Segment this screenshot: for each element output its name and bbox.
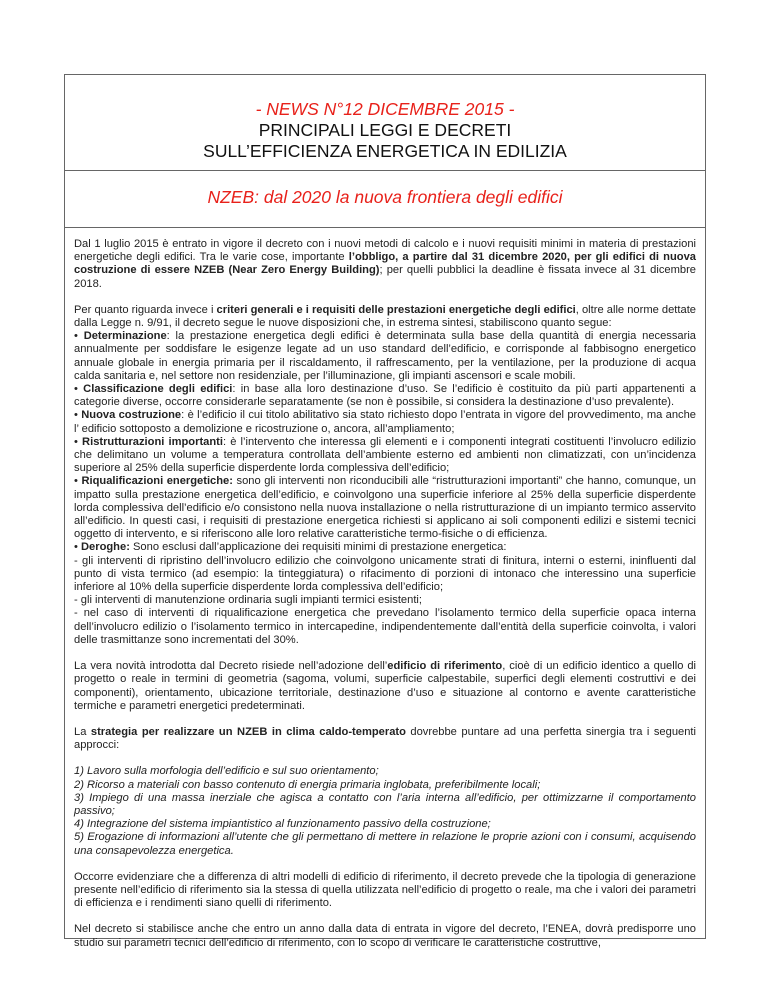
subheading-box: [65, 171, 705, 228]
p2-bold: criteri generali e i requisiti delle prestazioni energetiche degli edifici: [216, 303, 576, 316]
p1-text-c: ; per quelli pubblici la deadline è fissata invece al 31 dicembre 2018.: [74, 264, 696, 290]
item-classificazione: • Classificazione degli edifici: in base alla loro destinazione d’uso. Se l’edificio è costituito da più parti appartenenti a categorie diverse, occorre considerarle separatamente (se non è possibile, si considera la destinazione d’uso prevalente).: [74, 383, 696, 409]
header-box: [65, 75, 705, 171]
det-bold: Determinazione: [83, 330, 167, 343]
p1-text-a: Dal 1 luglio 2015 è entrato in vigore il decreto con i nuovi metodi di calcolo e i nuovi requisiti minimi in materia di prestazioni energetiche degli edifici. Tra le varie cose, importante: [74, 238, 696, 264]
p3-bold: edificio di riferimento: [387, 660, 503, 673]
deroga-2: - gli interventi di manutenzione ordinaria sugli impianti termici esistenti;: [74, 594, 422, 607]
list-item: 1) Lavoro sulla morfologia dell’edificio e sul suo orientamento;: [74, 765, 379, 778]
document-frame: [64, 74, 706, 949]
news-issue: - NEWS N°12 DICEMBRE 2015 -: [255, 99, 515, 119]
p2-text-c: , oltre alle norme dettate dalla Legge n. 9/91, il decreto segue le nuove disposizioni che, in estrema sintesi, stabiliscono quanto segue:: [74, 303, 696, 330]
riq-bold: Riqualificazioni energetiche:: [81, 475, 233, 488]
paragraph-riferimento: [74, 660, 696, 713]
p3-text-c: , cioè di un edificio identico a quello di progetto o reale in termini di geometria (sagoma, volumi, superficie calpestabile, superfici degli elementi costruttivi e dei componenti), orientamento, ubicazione territoriale, destinazione d’uso e situazione al contorno e avente caratteristiche termiche e parametri energetici predeterminati.: [74, 660, 697, 712]
riq-text: sono gli interventi non riconducibili alle “ristrutturazioni importanti” che hanno, comunque, un impatto sulla prestazione energetica dell’edificio, e coinvolgono una superficie inferiore al 25% della superficie disperdente lorda complessiva dell’edificio e/o consistono nella nuova installazione o nella ristrutturazione di un impianto termico asservito all’edificio. In questi casi, i requisiti di prestazione energetica richiesti si applicano ai soli componenti edilizi e sistemi tecnici oggetto di intervento, e si riferiscono alle loro relative caratteristiche termo-fisiche o di efficienza.: [74, 475, 696, 541]
paragraph-intro: [74, 238, 696, 291]
ris-bold: Ristrutturazioni importanti: [82, 435, 223, 448]
p2-text-a: Per quanto riguarda invece i: [74, 303, 217, 316]
deroga-3: - nel caso di interventi di riqualificazione energetica che prevedano l’isolamento termico della superficie opaca interna dell’involucro edilizio o l’isolamento termico in intercapedine, indipendentemente dall’entità della superficie coinvolta, i valori delle trasmittanze sono incrementati del 30%.: [74, 607, 696, 646]
title-line-2: SULL’EFFICIENZA ENERGETICA IN EDILIZIA: [203, 141, 567, 161]
list-item: 5) Erogazione di informazioni all’utente che gli permettano di mettere in relazione le proprie azioni con i consumi, acquisendo una consapevolezza energetica.: [74, 831, 696, 857]
body-text: [65, 228, 705, 949]
item-determinazione: • Determinazione: la prestazione energetica degli edifici è determinata sulla base della quantità di energia necessaria annualmente per soddisfare le esigenze legate ad un uso standard dell’edificio, e corrisponde al fabbisogno energetico annuale globale in energia primaria per il riscaldamento, il raffrescamento, per la ventilazione, per la produzione di acqua calda sanitaria e, nel settore non residenziale, per l’illuminazione, gli impianti ascensori e scale mobili.: [74, 330, 696, 382]
nuo-text: : è l’edificio il cui titolo abilitativo sia stato richiesto dopo l’entrata in vigore del provvedimento, ma anche l’ edificio sottoposto a demolizione e ricostruzione o, ancora, all’ampliamento;: [74, 409, 696, 435]
title-line-1: PRINCIPALI LEGGI E DECRETI: [258, 120, 512, 140]
cla-text: : in base alla loro destinazione d’uso. Se l’edificio è costituito da più parti appartenenti a categorie diverse, occorre considerarle separatamente (se non è possibile, si considera la destinazione d’uso prevalente).: [74, 383, 696, 409]
paragraph-enea: Nel decreto si stabilisce anche che entro un anno dalla data di entrata in vigore del decreto, l’ENEA, dovrà predisporre uno studio sui parametri tecnici dell’edificio di riferimento, con lo scopo di verificare le caratteristiche costruttive,: [74, 923, 696, 949]
item-deroghe: • Deroghe: Sono esclusi dall’applicazione dei requisiti minimi di prestazione energetica:: [74, 541, 507, 554]
subheading: NZEB: dal 2020 la nuova frontiera degli edifici: [207, 187, 563, 207]
p4-text-a: La: [74, 725, 91, 738]
det-text: : la prestazione energetica degli edifici è determinata sulla base della quantità di energia necessaria annualmente per soddisfare le esigenze legate ad un uso standard dell’edificio, e corrisponde al fabbisogno energetico annuale globale in energia primaria per il riscaldamento, il raffrescamento, per la ventilazione, per la produzione di acqua calda sanitaria e, nel settore non residenziale, per l’illuminazione, gli impianti ascensori e scale mobili.: [74, 330, 696, 382]
item-nuova-costruzione: • Nuova costruzione: è l’edificio il cui titolo abilitativo sia stato richiesto dopo l’entrata in vigore del provvedimento, ma anche l’ edificio sottoposto a demolizione e ricostruzione o, ancora, all’ampliamento;: [74, 409, 696, 435]
deroga-1: - gli interventi di ripristino dell’involucro edilizio che coinvolgono unicamente strati di finitura, interni o esterni, ininfluenti dal punto di vista termico (ad esempio: la tinteggiatura) o rifacimento di porzioni di intonaco che interessino una superficie inferiore al 10% della superficie disperdente lorda complessiva dell’edificio;: [74, 554, 696, 594]
ris-text: : è l’intervento che interessa gli elementi e i componenti integrati costituenti l’involucro edilizio che delimitano un volume a temperatura controllata dell’ambiente esterno ed ambienti non climatizzati, con un’incidenza superiore al 25% della superficie disperdente lorda complessiva dell’edificio;: [74, 435, 697, 475]
list-item: 4) Integrazione del sistema impiantistico al funzionamento passivo della costruzione;: [74, 818, 491, 831]
der-text: Sono esclusi dall’applicazione dei requisiti minimi di prestazione energetica:: [129, 541, 507, 554]
p1-bold: l’obbligo, a partire dal 31 dicembre 2020, per gli edifici di nuova costruzione di essere NZEB (Near Zero Energy Building): [74, 251, 696, 277]
item-ristrutturazioni: • Ristrutturazioni importanti: è l’intervento che interessa gli elementi e i componenti integrati costituenti l’involucro edilizio che delimitano un volume a temperatura controllata dell’ambiente esterno ed ambienti non climatizzati, con un’incidenza superiore al 25% della superficie disperdente lorda complessiva dell’edificio;: [74, 435, 697, 475]
p4-text-c: dovrebbe puntare ad una perfetta sinergia tra i seguenti approcci:: [74, 725, 696, 752]
cla-bold: Classificazione degli edifici: [83, 383, 233, 396]
item-riqualificazioni: • Riqualificazioni energetiche: sono gli interventi non riconducibili alle “ristrutturazioni importanti” che hanno, comunque, un impatto sulla prestazione energetica dell’edificio, e coinvolgono una superficie inferiore al 25% della superficie disperdente lorda complessiva dell’edificio e/o consistono nella nuova installazione o nella ristrutturazione di un impianto termico asservito all’edificio. In questi casi, i requisiti di prestazione energetica richiesti si applicano ai soli componenti edilizi e sistemi tecnici oggetto di intervento, e si riferiscono alle loro relative caratteristiche termo-fisiche o di efficienza.: [74, 475, 696, 541]
paragraph-generazione: Occorre evidenziare che a differenza di altri modelli di edificio di riferimento, il decreto prevede che la tipologia di generazione presente nell’edificio di riferimento sia la stessa di quella utilizzata nell’edificio di progetto o reale, ma che i valori dei parametri di efficienza e i rendimenti siano quelli di riferimento.: [74, 870, 696, 910]
list-item: 2) Ricorso a materiali con basso contenuto di energia primaria inglobata, preferibilmente locali;: [74, 778, 541, 791]
paragraph-strategia: [74, 726, 696, 752]
p4-bold: strategia per realizzare un NZEB in clima caldo-temperato: [90, 725, 406, 738]
der-bold: Deroghe:: [81, 541, 130, 554]
p3-text-a: La vera novità introdotta dal Decreto risiede nell’adozione dell’: [74, 660, 388, 673]
approaches-list: [74, 765, 696, 857]
paragraph-criteria: [74, 304, 696, 330]
list-item: 3) Impiego di una massa inerziale che agisca a contatto con l’aria interna all’edificio, per ottimizzarne il comportamento passivo;: [74, 791, 696, 817]
nuo-bold: Nuova costruzione: [81, 409, 182, 422]
